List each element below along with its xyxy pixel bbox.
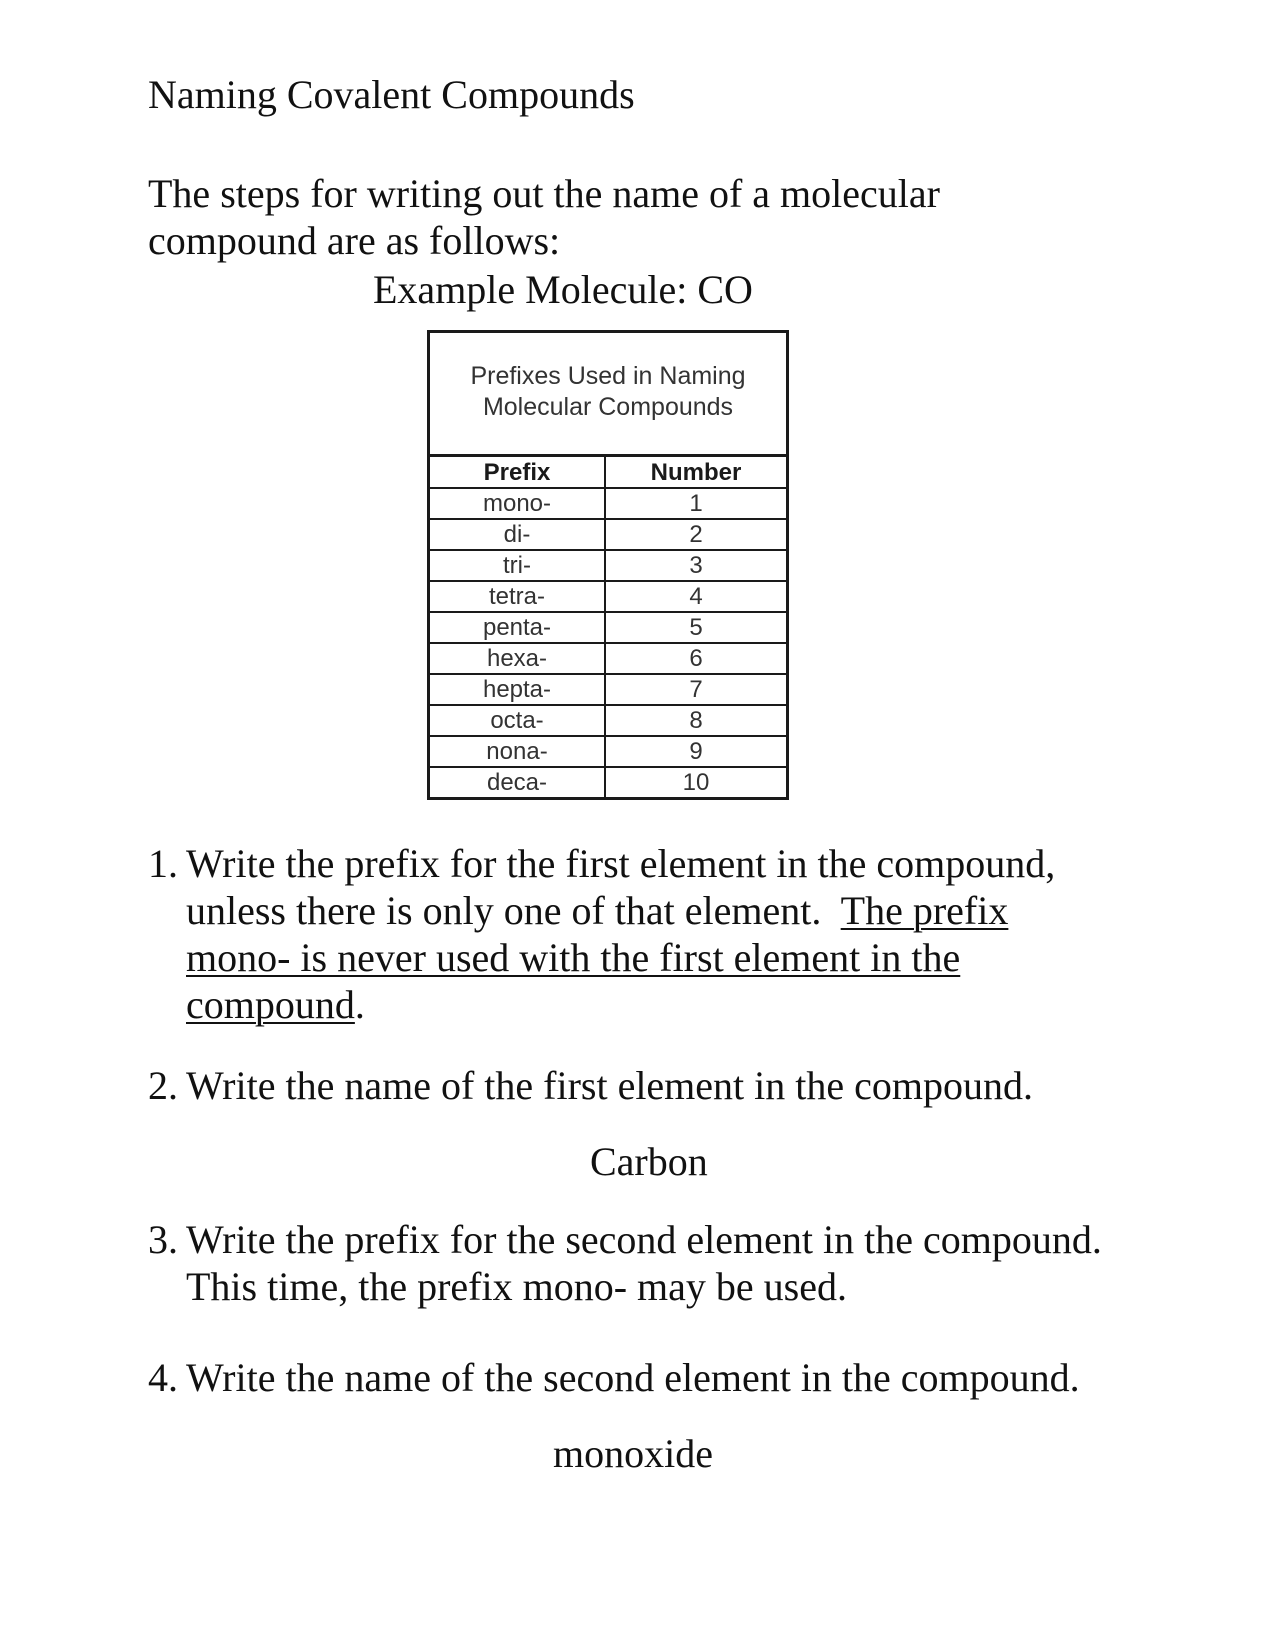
table-row [430,674,786,705]
prefix-cell: nona- [430,736,605,767]
step-text [186,840,1108,1028]
prefix-cell: hexa- [430,643,605,674]
step-number: 1. [148,841,178,886]
table-row [430,643,786,674]
prefix-cell: tetra- [430,581,605,612]
number-cell: 5 [605,612,786,643]
step-text-underlined: The prefix mono- is never used with the first element in the compound [186,888,1009,1027]
table-row [430,612,786,643]
number-cell: 1 [605,488,786,519]
step-text: Write the name of the second element in the compound. [186,1355,1080,1400]
table-caption-line-2: Molecular Compounds [482,393,734,421]
prefix-cell: octa- [430,705,605,736]
step-number: 2. [148,1063,178,1108]
step-4 [148,1354,1108,1401]
table-caption [430,333,786,457]
step-2 [148,1062,1108,1109]
step-1 [148,840,1108,1028]
prefix-cell: di- [430,519,605,550]
step-text-plain: Write the prefix for the first element in the compound, unless there is only one of that element. [186,841,1056,933]
number-cell: 10 [682,769,710,796]
table-row [430,519,786,550]
table-row [430,705,786,736]
number-cell: 9 [605,736,786,767]
answer-first-element: Carbon [590,1139,708,1184]
number-cell: 6 [605,643,786,674]
step-text: Write the prefix for the second element in the compound. This time, the prefix mono- may be used. [186,1217,1102,1309]
prefix-cell: deca- [430,767,605,797]
prefix-cell: mono- [430,488,605,519]
prefix-cell: tri- [430,550,605,581]
table-row [430,736,786,767]
number-cell: 3 [605,550,786,581]
step-number: 3. [148,1217,178,1262]
number-cell: 8 [605,705,786,736]
number-cell: 2 [605,519,786,550]
prefix-table-figure [427,330,789,800]
page-title: Naming Covalent Compounds [148,72,635,117]
number-cell: 7 [605,674,786,705]
number-cell: 4 [605,581,786,612]
column-header-prefix: Prefix [430,457,605,488]
step-number: 4. [148,1355,178,1400]
example-molecule: Example Molecule: CO [373,267,753,312]
prefix-cell: hepta- [430,674,605,705]
table-row [430,550,786,581]
table-row [430,581,786,612]
table-header-row [430,457,786,488]
step-text: Write the name of the first element in the compound. [186,1063,1034,1108]
table-row [430,488,786,519]
table-caption-line-1: Prefixes Used in Naming [470,362,746,390]
column-header-number: Number [605,457,786,488]
step-3 [148,1216,1108,1310]
intro-paragraph: The steps for writing out the name of a molecular compound are as follows: [148,171,940,263]
table-row [430,767,786,797]
answer-second-element: monoxide [553,1431,713,1476]
step-text-end: . [354,982,365,1027]
prefix-table [430,457,786,797]
prefix-cell: penta- [430,612,605,643]
